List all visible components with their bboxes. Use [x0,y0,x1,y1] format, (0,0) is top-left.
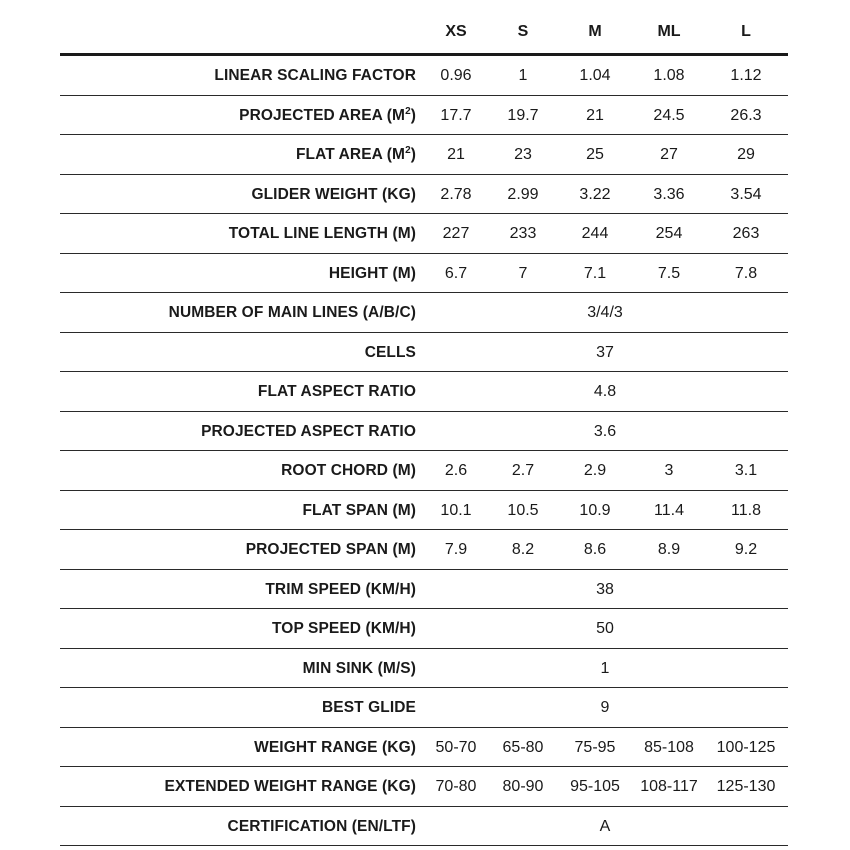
row-label [303,660,416,678]
value-cell: 1.12 [730,67,762,84]
value-cell: 10.5 [507,501,539,519]
table-row [60,175,788,215]
row-label-text: NUMBER OF MAIN LINES (A/B/C) [168,304,416,321]
row-label-text: FLAT SPAN (M) [302,501,416,519]
value-cell: 8.9 [657,541,681,558]
row-label-text: PROJECTED SPAN (M) [245,541,416,558]
table-row [60,333,788,373]
value-cell: 6.7 [444,264,468,282]
table-row [60,570,788,610]
size-header-xs: XS [445,23,467,40]
value-cell: 254 [655,225,683,242]
table-row [60,807,788,847]
row-label [296,146,416,164]
value-cell: 0.96 [440,67,472,84]
value-cell: 3.1 [734,462,758,479]
shared-value-cell: A [599,817,611,835]
row-label-superscript: 2 [405,105,411,117]
value-cell: 7 [518,264,528,282]
row-label-text: PROJECTED ASPECT RATIO [201,422,416,440]
row-label-text: FLAT ASPECT RATIO [257,383,416,400]
row-label-text: WEIGHT RANGE (KG) [254,738,416,756]
value-cell: 24.5 [653,106,685,124]
row-label [281,462,416,480]
row-label [229,225,416,243]
table-row [60,254,788,294]
table-row [60,412,788,452]
value-cell: 7.8 [734,264,758,282]
value-cell: 11.8 [731,501,761,519]
value-cell: 3.54 [730,185,762,203]
row-label [165,778,416,796]
table-row [60,688,788,728]
value-cell: 8.6 [583,541,607,558]
row-label-text: ROOT CHORD (M) [281,462,416,479]
value-cell: 3.36 [653,185,685,203]
row-label-text: BEST GLIDE [321,699,416,716]
row-label [265,581,416,599]
row-label-suffix: ) [410,146,416,163]
value-cell: 7.9 [444,541,468,558]
shared-value-cell: 1 [600,659,610,677]
row-label-text: CERTIFICATION (EN/LTF) [227,817,416,835]
row-label-superscript: 2 [405,144,411,156]
size-header-l: L [741,23,751,40]
value-cell: 244 [581,225,609,242]
value-cell: 3.22 [579,185,611,203]
value-cell: 1 [518,67,528,84]
row-label-suffix: ) [410,106,416,124]
row-label [254,739,416,757]
spec-table [60,14,788,846]
value-cell: 227 [442,225,470,242]
row-label [329,265,416,283]
value-cell: 19.7 [507,106,539,124]
value-cell: 17.7 [440,106,472,124]
row-label [169,304,416,322]
row-label [251,186,416,204]
value-cell: 95-105 [570,778,620,795]
value-cell: 2.7 [511,462,535,479]
row-label-text: PROJECTED AREA (M [239,106,406,124]
value-cell: 2.99 [507,185,539,203]
table-row [60,491,788,531]
row-label-text: GLIDER WEIGHT (KG) [251,185,416,203]
table-row [60,96,788,136]
value-cell: 108-117 [640,778,698,795]
table-row [60,56,788,96]
shared-value-cell: 4.8 [593,383,617,400]
value-cell: 70-80 [435,778,477,795]
shared-value-cell: 3/4/3 [587,304,623,321]
value-cell: 3 [664,462,674,479]
value-cell: 8.2 [511,541,535,558]
row-label-text: FLAT AREA (M [295,146,406,163]
shared-value-cell: 9 [600,699,610,716]
value-cell: 85-108 [644,738,694,756]
value-cell: 27 [660,146,678,163]
table-row [60,214,788,254]
value-cell: 7.5 [657,264,681,282]
row-label [246,541,416,559]
shared-value-cell: 37 [596,343,614,361]
value-cell: 2.78 [440,185,472,203]
value-cell: 2.6 [444,462,468,479]
value-cell: 1.04 [579,67,611,84]
table-row [60,135,788,175]
value-cell: 100-125 [716,738,776,756]
row-label-text: TOTAL LINE LENGTH (M) [228,225,416,242]
row-label [365,344,416,362]
row-label [201,423,416,441]
table-row [60,451,788,491]
row-label-text: EXTENDED WEIGHT RANGE (KG) [164,778,416,795]
value-cell: 10.9 [579,501,611,519]
table-row [60,530,788,570]
row-label [228,818,416,836]
value-cell: 9.2 [734,541,758,558]
size-header-m: M [588,23,602,40]
value-cell: 21 [447,146,465,163]
value-cell: 23 [514,146,532,163]
value-cell: 2.9 [583,462,607,479]
value-cell: 263 [732,225,760,242]
value-cell: 10.1 [440,501,472,519]
table-row [60,372,788,412]
value-cell: 65-80 [502,738,544,756]
row-label [258,383,416,401]
value-cell: 25 [586,146,604,163]
value-cell: 75-95 [574,738,616,756]
value-cell: 125-130 [716,778,776,795]
value-cell: 11.4 [654,501,684,519]
value-cell: 7.1 [583,264,607,282]
value-cell: 1.08 [653,67,685,84]
value-cell: 233 [509,225,537,242]
table-row [60,293,788,333]
row-label-text: LINEAR SCALING FACTOR [214,67,416,84]
table-row [60,649,788,689]
row-label [302,502,416,520]
value-cell: 29 [737,146,755,163]
row-label-text: TOP SPEED (KM/H) [272,620,416,637]
size-header-ml: ML [657,23,681,40]
value-cell: 80-90 [502,778,544,795]
row-label [214,67,416,85]
row-label-text: TRIM SPEED (KM/H) [265,580,416,598]
value-cell: 50-70 [435,738,477,756]
row-label-text: HEIGHT (M) [328,264,416,282]
value-cell: 26.3 [730,106,762,124]
row-label [322,699,416,717]
table-row [60,767,788,807]
spec-rows [60,56,788,846]
row-label [239,107,416,125]
table-row [60,728,788,768]
size-header-s: S [517,23,529,40]
shared-value-cell: 3.6 [593,422,617,440]
table-row [60,609,788,649]
value-cell: 21 [586,106,604,124]
row-label-text: CELLS [364,343,416,361]
row-label-text: MIN SINK (M/S) [302,659,416,677]
shared-value-cell: 38 [596,580,614,598]
size-header-row [60,14,788,53]
shared-value-cell: 50 [596,620,614,637]
row-label [272,620,416,638]
